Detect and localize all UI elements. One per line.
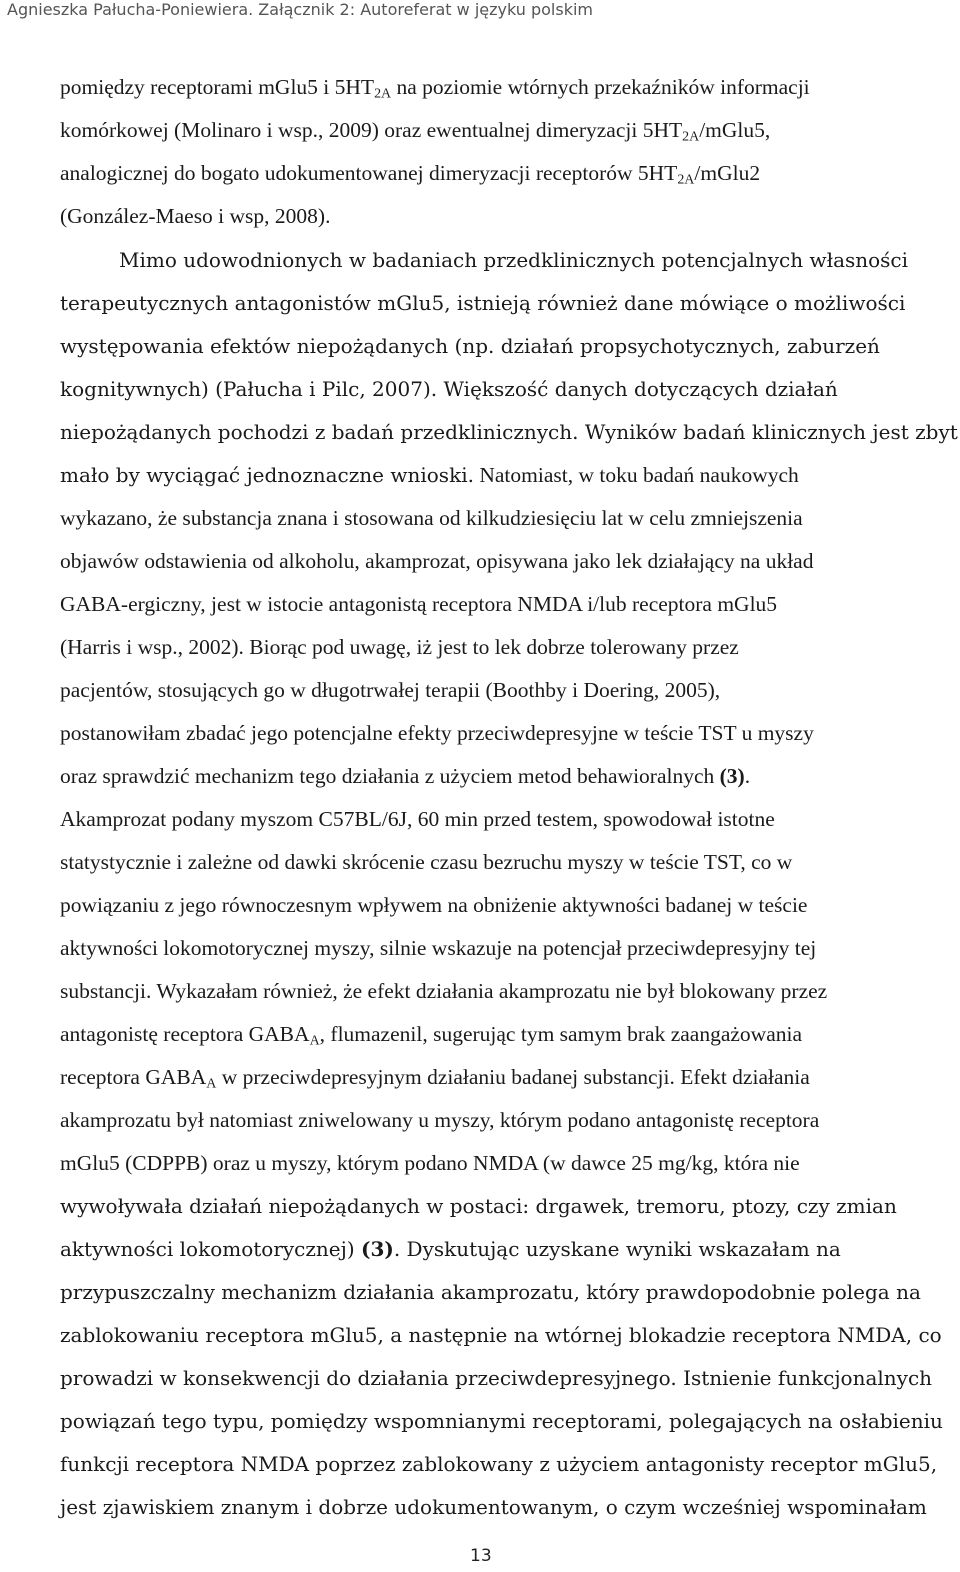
text-line: Akamprozat podany myszom C57BL/6J, 60 min przed testem, spowodował istotne: [60, 807, 775, 831]
text-line: powiązaniu z jego równoczesnym wpływem na obniżenie aktywności badanej w teście: [60, 893, 808, 917]
text-line: wywoływała działań niepożądanych w postaci: drgawek, tremoru, ptozy, czy zmian: [60, 1194, 897, 1218]
text-line: występowania efektów niepożądanych (np. działań propsychotycznych, zaburzeń: [60, 334, 880, 358]
text-line: (González-Maeso i wsp, 2008).: [60, 204, 331, 228]
text-line: receptora $GABA_A$ w przeciwdepresyjnym działaniu badanej substancji. Efekt działania: [60, 1065, 810, 1092]
text-line: postanowiłam zbadać jego potencjalne efekty przeciwdepresyjne w teście TST u myszy: [60, 721, 814, 745]
text-line: pomiędzy receptorami mGlu5 i $5HT_{2A}$ na poziomie wtórnych przekaźników informacji: [60, 75, 810, 102]
text-line: komórkowej (Molinaro i wsp., 2009) oraz ewentualnej dimeryzacji $5HT_{2A}/mGlu5$,: [60, 118, 771, 145]
text-line: kognitywnych) (Pałucha i Pilc, 2007). Większość danych dotyczących działań: [60, 377, 838, 401]
text-line: jest zjawiskiem znanym i dobrze udokumentowanym, o czym wcześniej wspominałam: [60, 1495, 927, 1519]
text-line: funkcji receptora NMDA poprzez zablokowany z użyciem antagonisty receptor mGlu5,: [60, 1452, 938, 1476]
text-line: GABA-ergiczny, jest w istocie antagonistą receptora NMDA i/lub receptora mGlu5: [60, 592, 778, 616]
text-line: oraz sprawdzić mechanizm tego działania z użyciem metod behawioralnych (3).: [60, 764, 751, 788]
text-line: prowadzi w konsekwencji do działania przeciwdepresyjnego. Istnienie funkcjonalnych: [60, 1366, 933, 1390]
text-line: analogicznej do bogato udokumentowanej dimeryzacji receptorów $5HT_{2A}/mGlu2$: [60, 161, 761, 188]
text-line: niepożądanych pochodzi z badań przedklinicznych. Wyników badań klinicznych jest zbyt: [60, 420, 958, 444]
text-line: pacjentów, stosujących go w długotrwałej terapii (Boothby i Doering, 2005),: [60, 678, 721, 702]
running-header: Agnieszka Pałucha-Poniewiera. Załącznik 2: Autoreferat w języku polskim: [7, 0, 593, 19]
text-line: przypuszczalny mechanizm działania akamprozatu, który prawdopodobnie polega na: [60, 1280, 921, 1304]
text-line: aktywności lokomotorycznej myszy, silnie wskazuje na potencjał przeciwdepresyjny tej: [60, 936, 817, 960]
reference-bold: (3): [719, 764, 745, 788]
text-line: antagonistę receptora $GABA_A$, flumazenil, sugerując tym samym brak zaangażowania: [60, 1022, 803, 1049]
paragraph-first-line: Mimo udowodnionych w badaniach przedklinicznych potencjalnych własności: [119, 248, 909, 272]
text-line: akamprozatu był natomiast zniwelowany u myszy, którym podano antagonistę receptora: [60, 1108, 820, 1132]
text-line: mGlu5 (CDPPB) oraz u myszy, którym podano NMDA (w dawce 25 mg/kg, która nie: [60, 1151, 800, 1175]
text-line: zablokowaniu receptora mGlu5, a następnie na wtórnej blokadzie receptora NMDA, co: [60, 1323, 942, 1347]
text-line: (Harris i wsp., 2002). Biorąc pod uwagę, iż jest to lek dobrze tolerowany przez: [60, 635, 739, 659]
text-line: terapeutycznych antagonistów mGlu5, istnieją również dane mówiące o możliwości: [60, 291, 906, 315]
text-line: aktywności lokomotorycznej) (3). Dyskutując uzyskane wyniki wskazałam na: [60, 1237, 841, 1261]
text-line: substancji. Wykazałam również, że efekt działania akamprozatu nie był blokowany przez: [60, 979, 828, 1003]
text-line: mało by wyciągać jednoznaczne wnioski. Natomiast, w toku badań naukowych: [60, 463, 799, 487]
reference-bold: (3): [361, 1237, 394, 1261]
text-line: powiązań tego typu, pomiędzy wspomnianymi receptorami, polegających na osłabieniu: [60, 1409, 943, 1433]
text-line: objawów odstawienia od alkoholu, akamprozat, opisywana jako lek działający na układ: [60, 549, 814, 573]
page-number: 13: [470, 1546, 492, 1566]
text-line: wykazano, że substancja znana i stosowana od kilkudziesięciu lat w celu zmniejszenia: [60, 506, 803, 530]
text-line: statystycznie i zależne od dawki skrócenie czasu bezruchu myszy w teście TST, co w: [60, 850, 793, 874]
